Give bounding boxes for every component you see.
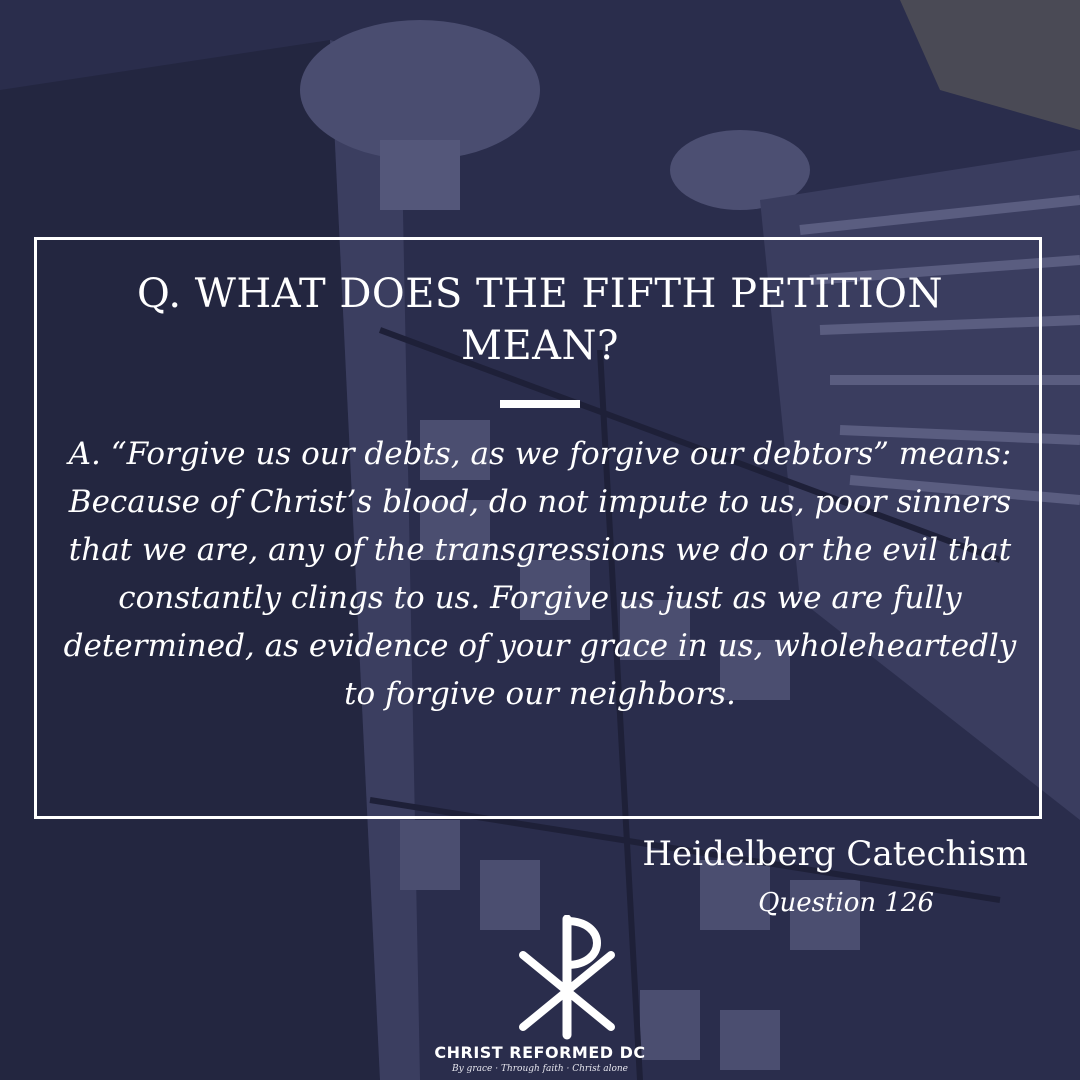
source-question-number: Question 126 (758, 888, 934, 918)
catechism-question: Q. WHAT DOES THE FIFTH PETITION MEAN? (137, 271, 943, 369)
source-title: Heidelberg Catechism (642, 834, 1028, 874)
catechism-answer: A. “Forgive us our debts, as we forgive our debtors” means: Because of Christ’s blood, do not impute to us, poor sinners that we are, any of the transgressions we do or the evil that constantly clings to us. Forgive us just as we are fully determined, as evidence of your grace in us, wholeheartedly to forgive our neighbors. (63, 436, 1017, 712)
title-divider (500, 400, 580, 408)
organization-tagline: By grace · Through faith · Christ alone (452, 1064, 628, 1074)
organization-name: CHRIST REFORMED DC (434, 1043, 646, 1062)
chi-rho-logo-icon (515, 915, 620, 1040)
